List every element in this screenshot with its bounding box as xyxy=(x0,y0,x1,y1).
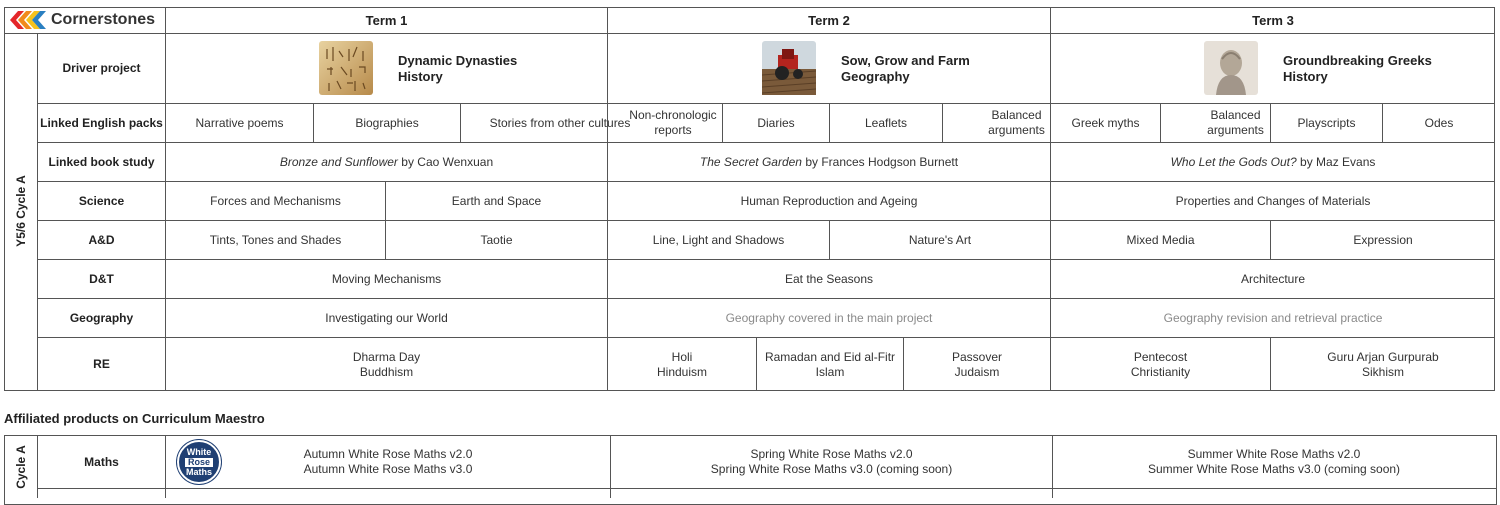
re-topic[interactable]: Ramadan and Eid al-Fitr Islam xyxy=(764,349,896,379)
science-topic[interactable]: Earth and Space xyxy=(451,193,542,208)
english-pack[interactable]: Diaries xyxy=(757,115,795,130)
brand-name: Cornerstones xyxy=(51,11,156,28)
ad-topic[interactable]: Expression xyxy=(1353,232,1413,247)
dt-topic[interactable]: Moving Mechanisms xyxy=(331,271,442,286)
term-1-header: Term 1 xyxy=(365,13,408,28)
english-pack[interactable]: Biographies xyxy=(355,115,419,130)
ad-topic[interactable]: Taotie xyxy=(480,232,513,247)
english-pack[interactable]: Playscripts xyxy=(1297,115,1356,130)
dt-topic[interactable]: Architecture xyxy=(1240,271,1306,286)
ad-topic[interactable]: Nature's Art xyxy=(908,232,972,247)
english-pack[interactable]: Non-chronologic reports xyxy=(629,108,717,137)
row-label-maths: Maths xyxy=(84,454,119,469)
english-pack[interactable]: Odes xyxy=(1424,115,1454,130)
re-topic[interactable]: Pentecost Christianity xyxy=(1130,349,1191,379)
project-title-term-3[interactable]: Groundbreaking Greeks History xyxy=(1283,53,1432,84)
geography-note: Geography covered in the main project xyxy=(725,310,933,325)
book-study-term-3[interactable]: Who Let the Gods Out? by Maz Evans xyxy=(1170,154,1376,169)
ad-topic[interactable]: Tints, Tones and Shades xyxy=(209,232,342,247)
maths-term-1[interactable]: Autumn White Rose Maths v2.0 Autumn White Rose Maths v3.0 xyxy=(303,447,473,476)
white-rose-maths-logo: White Rose Maths xyxy=(177,440,221,484)
re-topic[interactable]: Passover Judaism xyxy=(951,349,1003,379)
re-topic[interactable]: Holi Hinduism xyxy=(656,349,707,379)
geography-topic[interactable]: Investigating our World xyxy=(325,310,448,325)
dt-topic[interactable]: Eat the Seasons xyxy=(784,271,874,286)
maths-term-3[interactable]: Summer White Rose Maths v2.0 Summer White Rose Maths v3.0 (coming soon) xyxy=(1147,447,1401,476)
affiliated-cycle-label: Cycle A xyxy=(14,445,28,489)
re-topic[interactable]: Guru Arjan Gurpurab Sikhism xyxy=(1327,349,1439,379)
affiliated-heading: Affiliated products on Curriculum Maestro xyxy=(4,411,265,426)
science-topic[interactable]: Forces and Mechanisms xyxy=(210,193,341,208)
english-pack[interactable]: Stories from other cultures xyxy=(489,115,631,130)
maths-term-2[interactable]: Spring White Rose Maths v2.0 Spring White Rose Maths v3.0 (coming soon) xyxy=(710,447,953,476)
row-label-geography: Geography xyxy=(69,310,134,325)
book-study-term-2[interactable]: The Secret Garden by Frances Hodgson Burnett xyxy=(699,154,959,169)
science-topic[interactable]: Human Reproduction and Ageing xyxy=(740,193,918,208)
project-title-term-1[interactable]: Dynamic Dynasties History xyxy=(398,53,518,84)
english-pack[interactable]: Narrative poems xyxy=(195,115,284,130)
row-label-dt: D&T xyxy=(89,271,114,286)
english-pack[interactable]: Balanced arguments xyxy=(1207,108,1264,137)
re-topic[interactable]: Dharma Day Buddhism xyxy=(352,349,421,379)
geography-note: Geography revision and retrieval practice xyxy=(1163,310,1383,325)
ad-topic[interactable]: Line, Light and Shadows xyxy=(652,232,785,247)
term-3-header: Term 3 xyxy=(1252,13,1294,28)
cycle-label: Y5/6 Cycle A xyxy=(14,175,28,247)
english-pack[interactable]: Leaflets xyxy=(864,115,908,130)
row-label-ad: A&D xyxy=(88,232,115,247)
row-label-driver: Driver project xyxy=(62,61,141,75)
project-image-bronze-script[interactable] xyxy=(319,41,373,95)
ad-topic[interactable]: Mixed Media xyxy=(1126,232,1195,247)
english-pack[interactable]: Greek myths xyxy=(1071,115,1140,130)
science-topic[interactable]: Properties and Changes of Materials xyxy=(1175,193,1371,208)
project-image-greek-statue[interactable] xyxy=(1204,41,1258,95)
book-study-term-1[interactable]: Bronze and Sunflower by Cao Wenxuan xyxy=(279,154,494,169)
chevron-logo-icon xyxy=(10,11,48,29)
row-label-english: Linked English packs xyxy=(40,115,163,130)
row-label-science: Science xyxy=(78,193,125,208)
grid-line xyxy=(4,33,1495,34)
term-2-header: Term 2 xyxy=(808,13,850,28)
project-image-tractor[interactable] xyxy=(762,41,816,95)
row-label-book: Linked book study xyxy=(48,154,155,169)
project-title-term-2[interactable]: Sow, Grow and Farm Geography xyxy=(841,53,970,84)
cornerstones-logo xyxy=(10,9,160,31)
row-label-re: RE xyxy=(93,357,110,371)
english-pack[interactable]: Balanced arguments xyxy=(988,108,1045,137)
